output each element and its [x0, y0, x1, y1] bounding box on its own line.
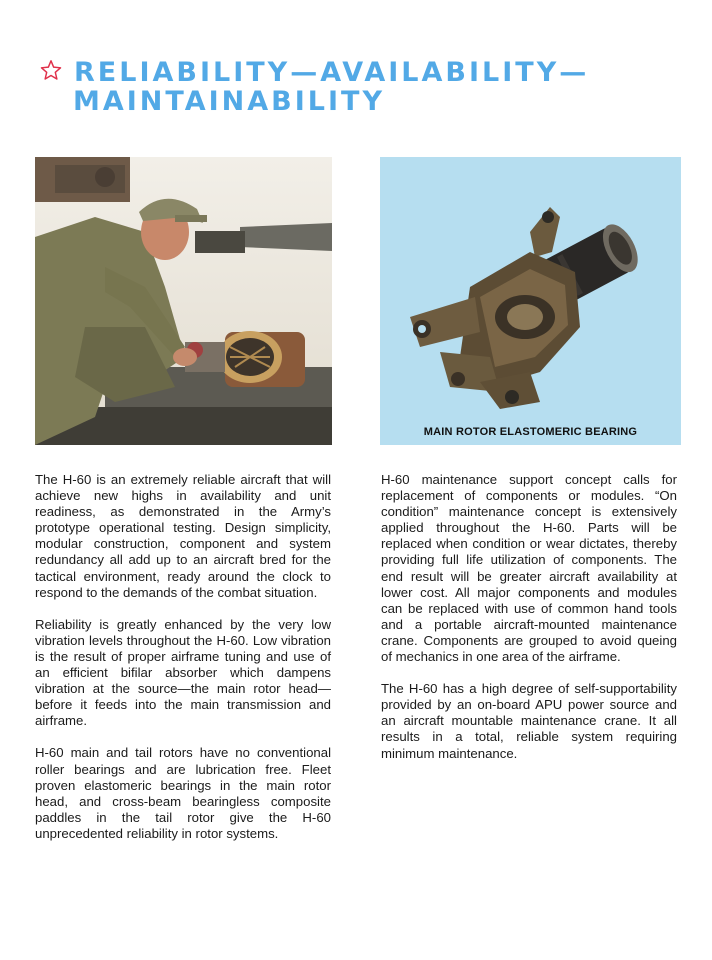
- mechanic-photo: [35, 157, 332, 445]
- paragraph: The H-60 has a high degree of self-supportability provided by an on-board APU power source and an aircraft mountable maintenance crane. It all results in a total, reliable system requiring minimum maintenance.: [381, 681, 677, 761]
- title-line-2: MAINTAINABILITY: [73, 86, 386, 117]
- right-column: [381, 472, 677, 778]
- title-line-1: RELIABILITY—AVAILABILITY—: [74, 57, 590, 88]
- photo-caption: MAIN ROTOR ELASTOMERIC BEARING: [423, 426, 638, 438]
- left-column: [35, 472, 331, 858]
- paragraph: H-60 main and tail rotors have no conventional roller bearings and are lubrication free. Fleet proven elastomeric bearings in the main rotor head, and cross-beam bearingless composite paddles in the tail rotor give the H-60 unprecedented reliability in rotor systems.: [35, 745, 331, 841]
- paragraph: Reliability is greatly enhanced by the very low vibration levels throughout the H-60. Low vibration is the result of proper airframe tuning and use of an efficient bifilar absorber which dampens vibration at the source—the main rotor head—before it feeds into the main transmission and airframe.: [35, 616, 331, 729]
- page-title: [40, 58, 680, 116]
- bearing-photo: [380, 157, 681, 445]
- star-icon: [40, 59, 62, 81]
- paragraph: H-60 maintenance support concept calls for replacement of components or modules. “On condition” maintenance concept is extensively applied throughout the H-60. Parts will be replaced when condition or wear dictates, thereby providing full life utilization of components. The end result will be greater aircraft availability at lower cost. All major components and modules can be replaced with use of common hand tools and a portable aircraft-mounted maintenance crane. Components are grouped to avoid queing of mechanics in one area of the airframe.: [381, 472, 677, 665]
- paragraph: The H-60 is an extremely reliable aircraft that will achieve new highs in availability and unit readiness, as demonstrated in the Army’s prototype operational testing. Design simplicity, modular construction, component and system redundancy all add up to an aircraft bred for the tactical environment, ready around the clock to respond to the demands of the combat situation.: [35, 472, 331, 600]
